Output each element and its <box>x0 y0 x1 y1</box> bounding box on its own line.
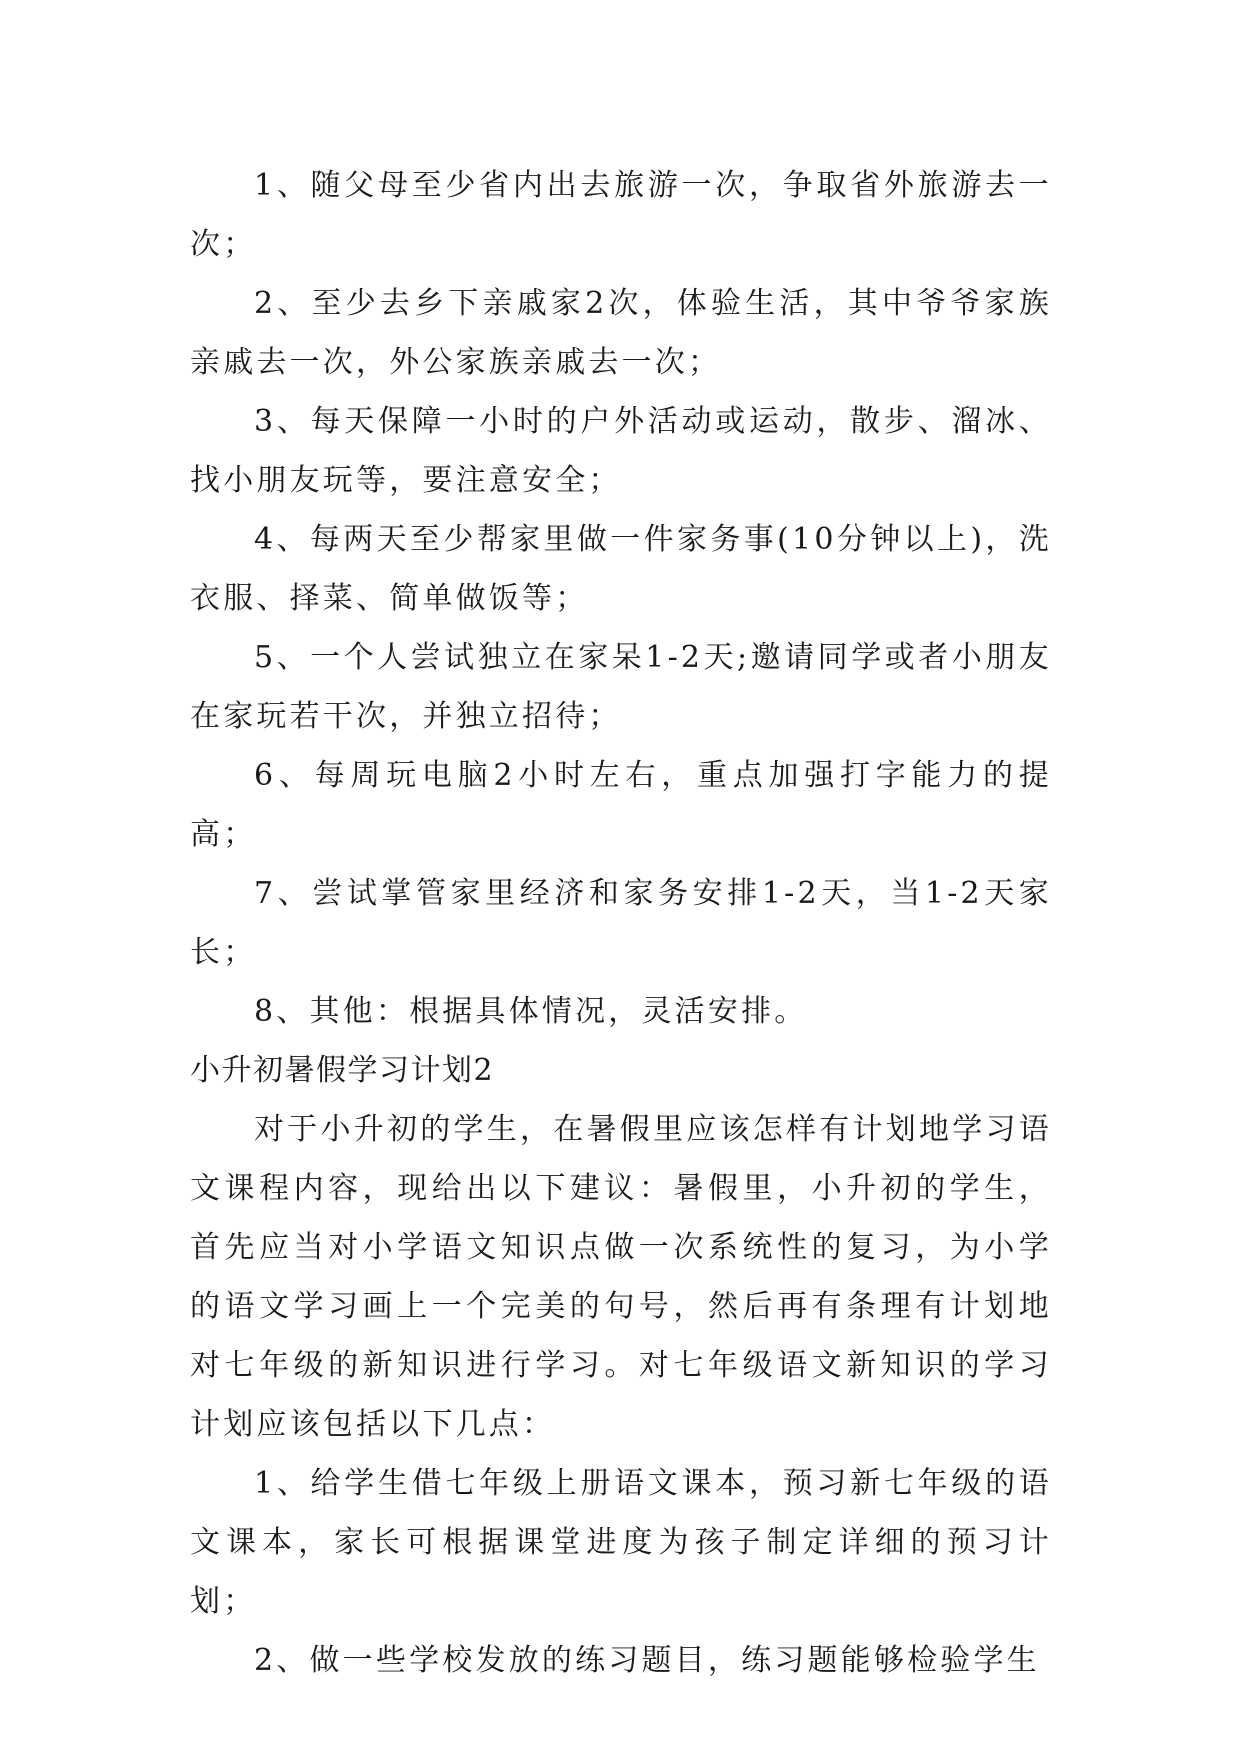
list-item: 7、尝试掌管家里经济和家务安排1-2天，当1-2天家长； <box>190 876 1052 970</box>
list-item: 1、随父母至少省内出去旅游一次，争取省外旅游去一次； <box>190 168 1052 262</box>
list-item: 8、其他：根据具体情况，灵活安排。 <box>254 994 808 1029</box>
list-item: 1、给学生借七年级上册语文课本，预习新七年级的语文课本，家长可根据课堂进度为孩子制定详细的预习计划； <box>190 1466 1052 1619</box>
list-item: 5、一个人尝试独立在家呆1-2天;邀请同学或者小朋友在家玩若干次，并独立招待； <box>190 640 1052 734</box>
list-item: 4、每两天至少帮家里做一件家务事(10分钟以上)，洗衣服、择菜、简单做饭等； <box>190 522 1052 616</box>
list-item: 2、至少去乡下亲戚家2次，体验生活，其中爷爷家族亲戚去一次，外公家族亲戚去一次； <box>190 286 1052 380</box>
list-item: 2、做一些学校发放的练习题目，练习题能够检验学生 <box>254 1643 1040 1678</box>
intro-paragraph: 对于小升初的学生，在暑假里应该怎样有计划地学习语文课程内容，现给出以下建议：暑假里，小升初的学生，首先应当对小学语文知识点做一次系统性的复习，为小学的语文学习画上一个完美的句号，然后再有条理有计划地对七年级的新知识进行学习。对七年级语文新知识的学习计划应该包括以下几点： <box>190 1112 1052 1442</box>
document-body <box>190 156 1052 1690</box>
list-item: 6、每周玩电脑2小时左右，重点加强打字能力的提高； <box>190 758 1052 852</box>
section-title: 小升初暑假学习计划2 <box>190 1053 495 1088</box>
list-item: 3、每天保障一小时的户外活动或运动，散步、溜冰、找小朋友玩等，要注意安全； <box>190 404 1052 498</box>
